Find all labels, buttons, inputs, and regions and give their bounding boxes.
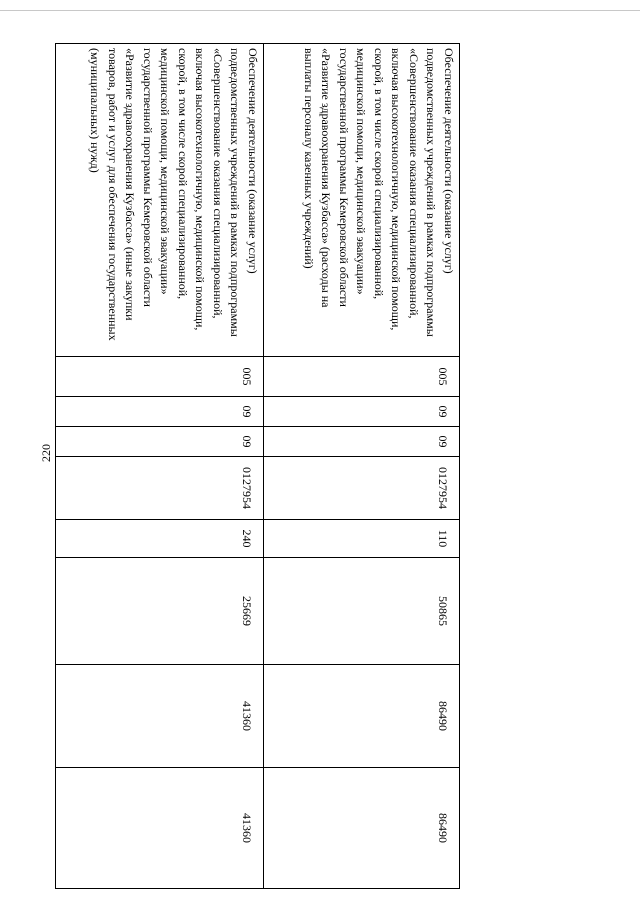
budget-table — [55, 43, 460, 889]
expense-type-cell: 110 — [264, 520, 460, 558]
ministry-code-cell: 005 — [264, 357, 460, 397]
value-2-cell: 86490 — [264, 665, 460, 768]
top-rule — [0, 10, 640, 11]
page-number: 220 — [39, 444, 53, 462]
value-3-cell: 86490 — [264, 768, 460, 889]
table-row — [264, 44, 460, 889]
target-article-cell: 0127954 — [264, 457, 460, 520]
target-article-cell: 0127954 — [56, 457, 264, 520]
value-1-cell: 50865 — [264, 558, 460, 665]
description-cell: Обеспечение деятельности (оказание услуг) подведомственных учреждений в рамках подпрограммы «Совершенствование оказания специализированной, включая высокотехнологичную, медицинской помощи, скорой, в том числе скорой специализированной, медицинской помощи, медицинской эвакуации» государственной программы Кемеровской области «Развитие здравоохранения Кузбасса» (расходы на выплаты персоналу казенных учреждений) — [264, 44, 460, 357]
value-2-cell: 41360 — [56, 665, 264, 768]
value-1-cell: 25669 — [56, 558, 264, 665]
subsection-code-cell: 09 — [264, 427, 460, 457]
expense-type-cell: 240 — [56, 520, 264, 558]
table-row — [56, 44, 264, 889]
section-code-cell: 09 — [56, 397, 264, 427]
ministry-code-cell: 005 — [56, 357, 264, 397]
value-3-cell: 41360 — [56, 768, 264, 889]
rotated-table-wrapper — [56, 43, 460, 888]
section-code-cell: 09 — [264, 397, 460, 427]
description-cell: Обеспечение деятельности (оказание услуг) подведомственных учреждений в рамках подпрограммы «Совершенствование оказания специализированной, включая высокотехнологичную, медицинской помощи, скорой, в том числе скорой специализированной, медицинской помощи, медицинской эвакуации» государственной программы Кемеровской области «Развитие здравоохранения Кузбасса» (иные закупки товаров, работ и услуг для обеспечения государственных (муниципальных) нужд) — [56, 44, 264, 357]
subsection-code-cell: 09 — [56, 427, 264, 457]
